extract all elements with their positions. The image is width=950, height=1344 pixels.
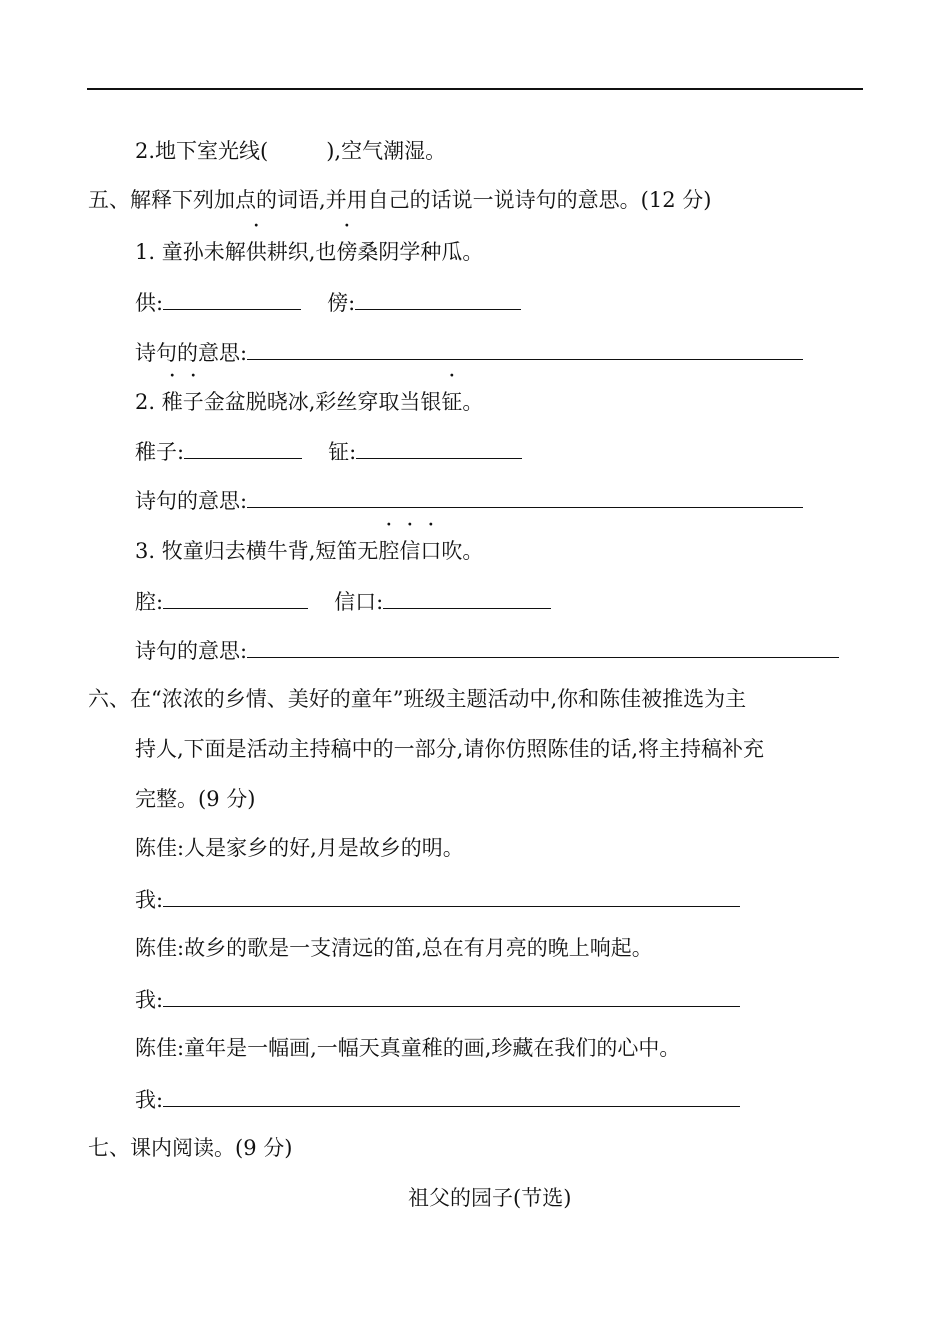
q5-item-3-pre: 3. 牧童归去横牛背,短笛无 — [135, 539, 379, 563]
q6-me-1 — [135, 884, 740, 914]
answer-blank-zhizi[interactable] — [184, 436, 302, 459]
q5-item-1-pre: 1. 童孙未解 — [135, 240, 246, 264]
q7-heading: 七、课内阅读。(9 分) — [88, 1136, 293, 1160]
meaning-label: 诗句的意思: — [135, 489, 248, 513]
me-label: 我: — [135, 988, 164, 1012]
label-zheng: 钲: — [328, 440, 357, 464]
me-answer-blank-2[interactable] — [163, 984, 740, 1007]
me-label: 我: — [135, 1088, 164, 1112]
dotted-word: 钲 — [441, 390, 463, 414]
label-gong: 供: — [135, 291, 164, 315]
meaning-label: 诗句的意思: — [135, 341, 248, 365]
q5-item-1 — [135, 238, 483, 266]
q7-passage-title: 祖父的园子(节选) — [408, 1186, 572, 1210]
q4-item-2 — [135, 137, 446, 165]
q5-item-3-post: 吹。 — [441, 539, 484, 563]
q5-item-1-answers — [135, 287, 521, 317]
label-xinkou: 信口: — [334, 590, 384, 614]
answer-blank-zheng[interactable] — [356, 436, 522, 459]
dotted-word: 口 — [420, 539, 442, 563]
q5-item-2-answers — [135, 436, 522, 466]
answer-blank-gong[interactable] — [163, 287, 301, 310]
q5-heading: 五、解释下列加点的词语,并用自己的话说一说诗句的意思。(12 分) — [88, 188, 712, 212]
label-bang: 傍: — [327, 291, 356, 315]
label-qiang: 腔: — [135, 590, 164, 614]
q4-item-2-text-before: 2.地下室光线( — [135, 139, 269, 163]
dotted-word: 稚 — [161, 390, 183, 414]
meaning-label: 诗句的意思: — [135, 639, 248, 663]
q6-me-2 — [135, 984, 740, 1014]
me-answer-blank-3[interactable] — [163, 1084, 740, 1107]
q6-heading-line-3: 完整。(9 分) — [135, 787, 256, 811]
q6-chen-1: 陈佳:人是家乡的好,月是故乡的明。 — [135, 836, 464, 860]
q6-me-3 — [135, 1084, 740, 1114]
dotted-word: 子 — [182, 390, 204, 414]
q6-chen-2: 陈佳:故乡的歌是一支清远的笛,总在有月亮的晚上响起。 — [135, 936, 653, 960]
meaning-blank-3[interactable] — [247, 635, 839, 658]
meaning-blank-1[interactable] — [247, 337, 803, 360]
answer-blank-qiang[interactable] — [163, 586, 308, 609]
q5-item-1-mid: 耕织,也 — [266, 240, 337, 264]
label-zhizi: 稚子: — [135, 440, 185, 464]
q5-item-3-meaning — [135, 635, 839, 665]
me-label: 我: — [135, 888, 164, 912]
answer-blank-bang[interactable] — [355, 287, 521, 310]
me-answer-blank-1[interactable] — [163, 884, 740, 907]
dotted-word: 腔 — [378, 539, 400, 563]
q6-chen-3: 陈佳:童年是一幅画,一幅天真童稚的画,珍藏在我们的心中。 — [135, 1036, 681, 1060]
dotted-word: 信 — [399, 539, 421, 563]
q5-item-1-meaning — [135, 337, 803, 367]
q5-item-2 — [135, 388, 483, 416]
q4-item-2-text-after: ),空气潮湿。 — [326, 139, 447, 163]
q5-item-2-pre: 2. — [135, 390, 162, 414]
q6-heading-line-2: 持人,下面是活动主持稿中的一部分,请你仿照陈佳的话,将主持稿补充 — [135, 737, 765, 761]
q5-item-2-mid: 金盆脱晓冰,彩丝穿取当银 — [203, 390, 442, 414]
q5-item-3 — [135, 537, 483, 565]
q5-item-1-post: 桑阴学种瓜。 — [357, 240, 484, 264]
q6-heading-line-1: 六、在“浓浓的乡情、美好的童年”班级主题活动中,你和陈佳被推选为主 — [88, 687, 747, 711]
q5-item-3-answers — [135, 586, 551, 616]
dotted-word: 傍 — [336, 240, 358, 264]
dotted-word: 供 — [245, 240, 267, 264]
meaning-blank-2[interactable] — [247, 485, 803, 508]
header-rule — [87, 88, 863, 90]
q5-item-2-meaning — [135, 485, 803, 515]
answer-blank-xinkou[interactable] — [383, 586, 551, 609]
q5-item-2-post: 。 — [462, 390, 484, 414]
